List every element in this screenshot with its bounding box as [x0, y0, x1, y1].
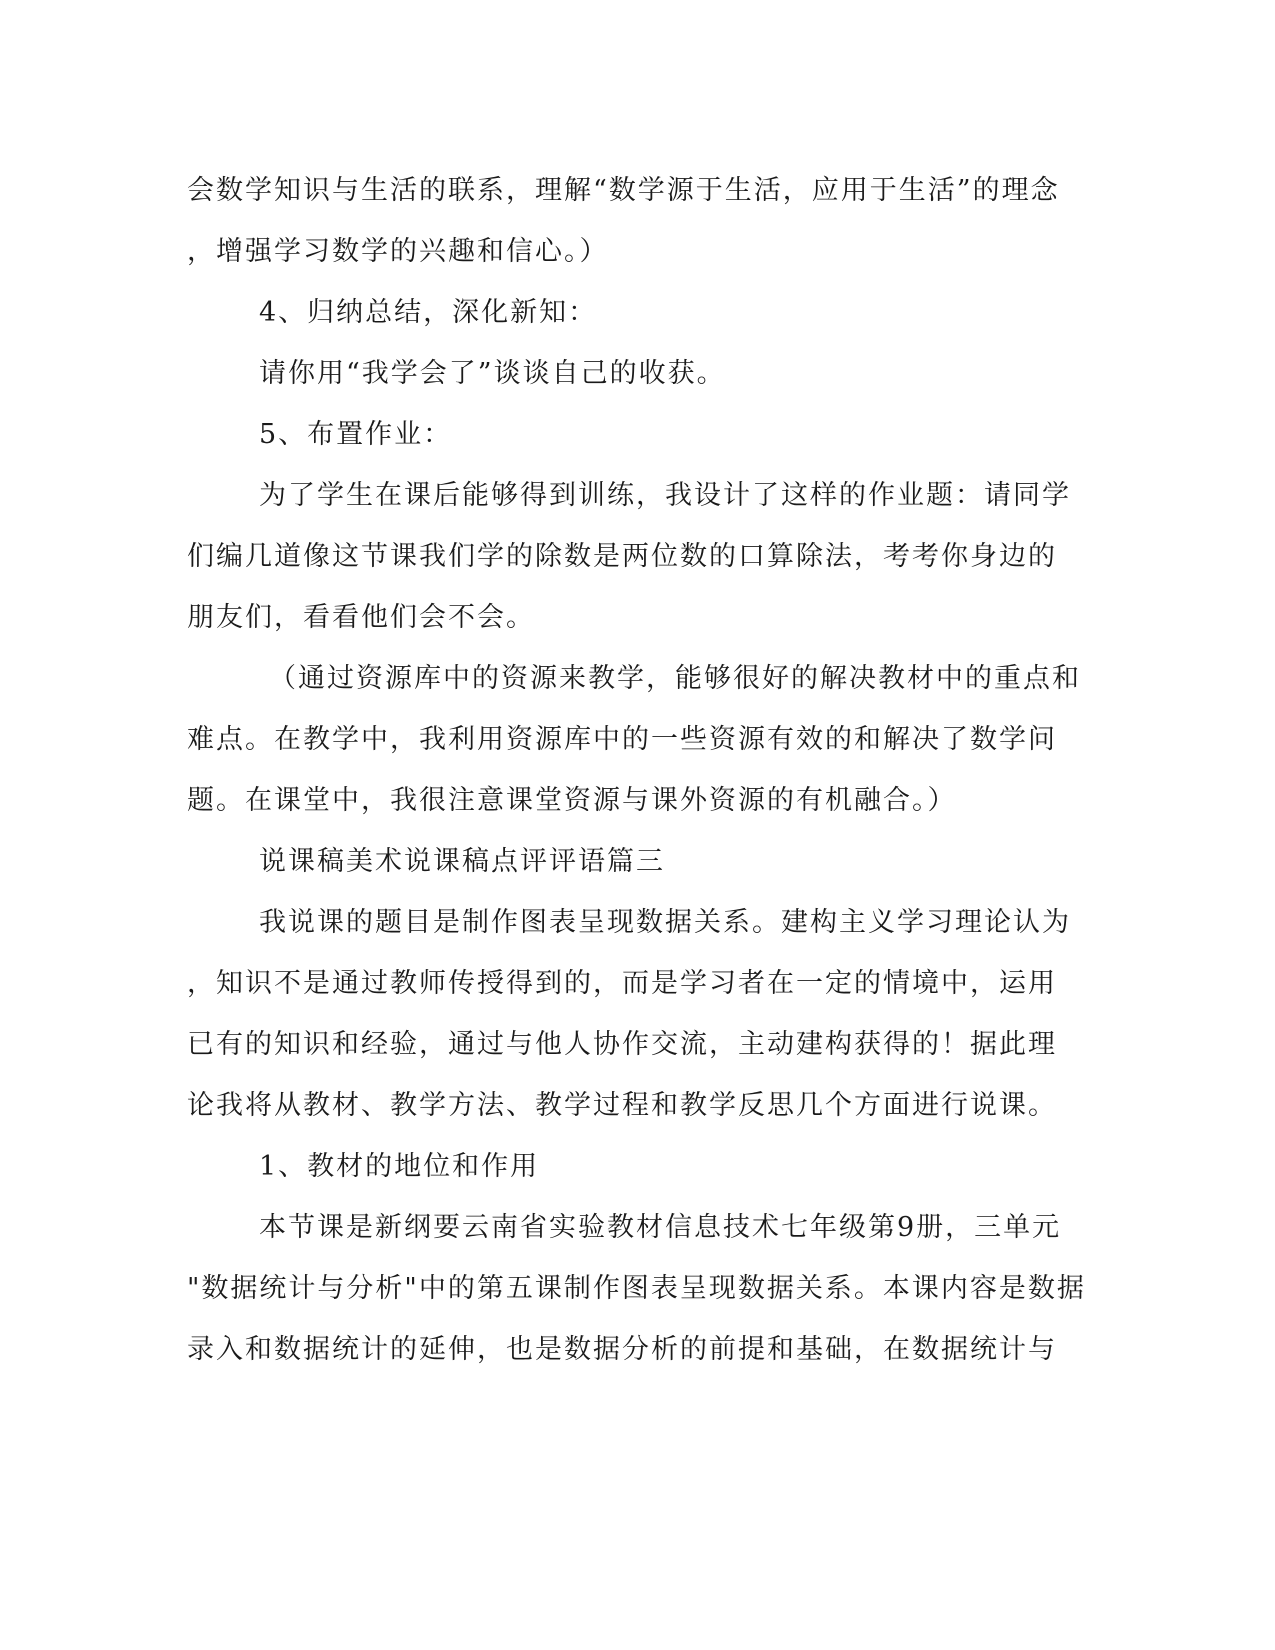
- section-heading: 4、归纳总结，深化新知：: [259, 297, 598, 328]
- text-line: ，知识不是通过教师传授得到的，而是学习者在一定的情境中，运用: [187, 968, 1057, 999]
- section-heading: 1、教材的地位和作用: [259, 1151, 540, 1182]
- text-line: 录入和数据统计的延伸，也是数据分析的前提和基础，在数据统计与: [187, 1334, 1057, 1365]
- text-line: 请你用“我学会了”谈谈自己的收获。: [259, 358, 726, 389]
- document-body: [187, 160, 1087, 1380]
- text-line: 难点。在教学中，我利用资源库中的一些资源有效的和解决了数学问: [187, 724, 1057, 755]
- section-heading: 5、布置作业：: [259, 419, 453, 450]
- text-line: 题。在课堂中，我很注意课堂资源与课外资源的有机融合。）: [187, 785, 957, 816]
- text-line: 会数学知识与生活的联系，理解“数学源于生活，应用于生活”的理念: [187, 175, 1060, 206]
- text-line: "数据统计与分析"中的第五课制作图表呈现数据关系。本课内容是数据: [187, 1273, 1086, 1304]
- article-title: 说课稿美术说课稿点评评语篇三: [259, 846, 665, 877]
- text-line: 们编几道像这节课我们学的除数是两位数的口算除法，考考你身边的: [187, 541, 1057, 572]
- text-line: 已有的知识和经验，通过与他人协作交流，主动建构获得的！据此理: [187, 1029, 1057, 1060]
- text-line: 论我将从教材、教学方法、教学过程和教学反思几个方面进行说课。: [187, 1090, 1057, 1121]
- text-line: （通过资源库中的资源来教学，能够很好的解决教材中的重点和: [269, 663, 1081, 694]
- text-line: 朋友们，看看他们会不会。: [187, 602, 535, 633]
- text-line: 为了学生在课后能够得到训练，我设计了这样的作业题：请同学: [259, 480, 1071, 511]
- text-line: 我说课的题目是制作图表呈现数据关系。建构主义学习理论认为: [259, 907, 1071, 938]
- text-line: 本节课是新纲要云南省实验教材信息技术七年级第9册，三单元: [259, 1212, 1062, 1243]
- text-line: ，增强学习数学的兴趣和信心。）: [187, 236, 609, 267]
